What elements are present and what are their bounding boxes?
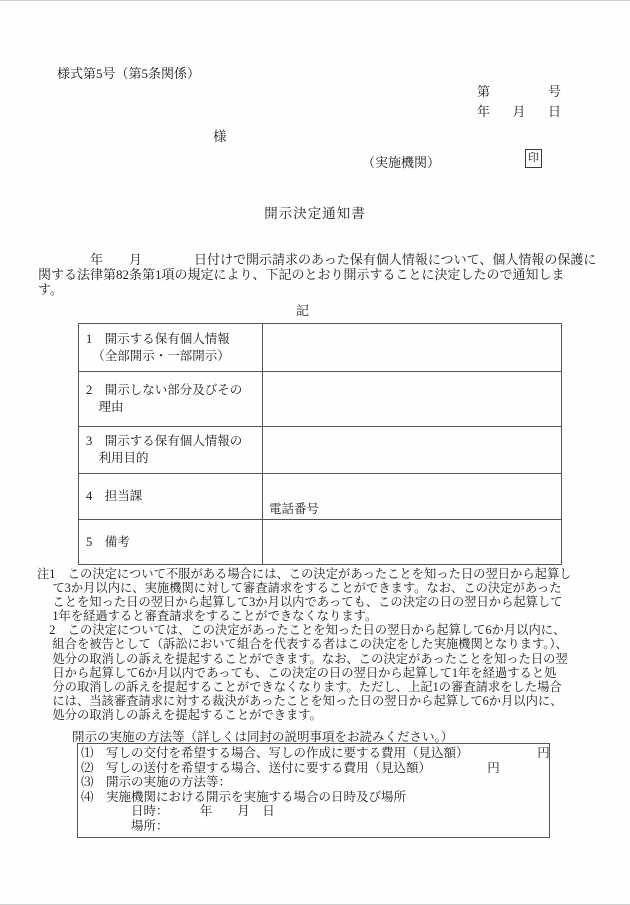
note-line: 組合を被告として（訴訟において組合を代表する者はこの決定をした実施機関となります。）、 <box>37 637 568 652</box>
note-line: 1年を経過すると審査請求をすることができなくなります。 <box>37 609 378 624</box>
seal-stamp: 印 <box>525 149 542 168</box>
note-line: て3か月以内に、実施機関に対して審査請求をすることができます。なお、この決定があった <box>37 581 562 596</box>
date-line <box>477 101 561 120</box>
body-line: す。 <box>38 282 63 298</box>
table-row-5 <box>79 520 562 565</box>
doc-number-prefix: 第 <box>477 84 491 99</box>
ki-marker: 記 <box>295 303 309 318</box>
row-label-line: 1 開示する保有個人情報 <box>86 331 230 346</box>
methods-line: ⑶ 開示の実施の方法等： <box>81 775 232 790</box>
body-line: 年 月 日付けで開示請求のあった保有個人情報について、個人情報の保護に <box>38 252 597 267</box>
doc-number-suffix: 号 <box>547 84 561 99</box>
methods-line: ⑴ 写しの交付を希望する場合、写しの作成に要する費用（見込額） 円 <box>81 746 550 760</box>
note-line: 日から起算して6か月以内であっても、この決定の日の翌日から起算して1年を経過すると処 <box>37 665 557 680</box>
row-label-line: 2 開示しない部分及びその <box>86 383 243 397</box>
table-row-3 <box>79 427 562 474</box>
methods-line: ⑷ 実施機関における開示を実施する場合の日時及び場所 <box>81 789 407 804</box>
row-value-cell <box>263 427 562 474</box>
row-label-line: 4 担当課 <box>86 489 143 503</box>
table-row-2 <box>79 372 562 427</box>
table-row-4 <box>79 474 562 520</box>
row-label-line: 利用目的 <box>86 451 149 465</box>
row-label <box>79 427 263 474</box>
document-number-line <box>477 81 561 100</box>
row-label <box>79 520 263 565</box>
row-value-cell <box>263 520 562 565</box>
legal-notes <box>37 567 572 722</box>
note-line: ことを知った日の翌日から起算して3か月以内であっても、この決定の日の翌日から起算して <box>37 595 563 610</box>
row-label-line: 5 備考 <box>86 534 130 549</box>
form-number: 様式第5号（第5条関係） <box>57 66 201 81</box>
note-line: 処分の取消しの訴えを提起することができます。なお、この決定があったことを知った日の翌 <box>37 651 568 666</box>
note-line: 注1 この決定について不服がある場合には、この決定があったことを知った日の翌日から起算し <box>37 567 572 581</box>
row-value-cell <box>263 372 562 427</box>
note-line: 処分の取消しの訴えを提起することができます。 <box>37 707 322 722</box>
methods-line: ⑵ 写しの送付を希望する場合、送付に要する費用（見込額） 円 <box>81 760 500 775</box>
phone-number-label: 電話番号 <box>269 502 320 516</box>
body-line: 関する法律第82条第1項の規定により、下記のとおり開示することに決定したので通知しま <box>38 267 565 283</box>
methods-heading: 開示の実施の方法等（詳しくは同封の説明事項をお読みください。） <box>72 730 454 744</box>
body-paragraph <box>38 252 596 298</box>
note-line: 分の取消しの訴えを提起することができなくなります。ただし、上記1の審査請求をした場合 <box>37 679 562 694</box>
date-year-label: 年 <box>477 104 491 119</box>
row-label-line: 3 開示する保有個人情報の <box>86 434 243 448</box>
row-label-line: （全部開示・一部開示） <box>86 348 230 363</box>
note-line: 2 この決定については、この決定があったことを知った日の翌日から起算して6か月以内に、 <box>37 623 566 638</box>
note-line: には、当該審査請求に対する裁決があったことを知った日の翌日から起算して6か月以内に、 <box>37 693 563 708</box>
methods-box <box>77 743 550 838</box>
row-label <box>79 324 263 372</box>
row-label <box>79 474 263 520</box>
row-label-line: 理由 <box>86 400 124 414</box>
row-value-cell <box>263 324 562 372</box>
date-month-label: 月 <box>512 104 526 119</box>
disclosure-table <box>78 323 562 565</box>
row-label <box>79 372 263 427</box>
agency-label: （実施機関） <box>362 155 441 170</box>
methods-line: 日時： 年 月 日 <box>81 804 275 819</box>
date-day-label: 日 <box>547 104 561 119</box>
table-row-1 <box>79 324 562 372</box>
methods-line: 場所： <box>81 818 169 833</box>
document-title: 開示決定通知書 <box>264 206 366 221</box>
row-value-cell <box>263 474 562 520</box>
addressee-suffix: 様 <box>213 129 227 144</box>
